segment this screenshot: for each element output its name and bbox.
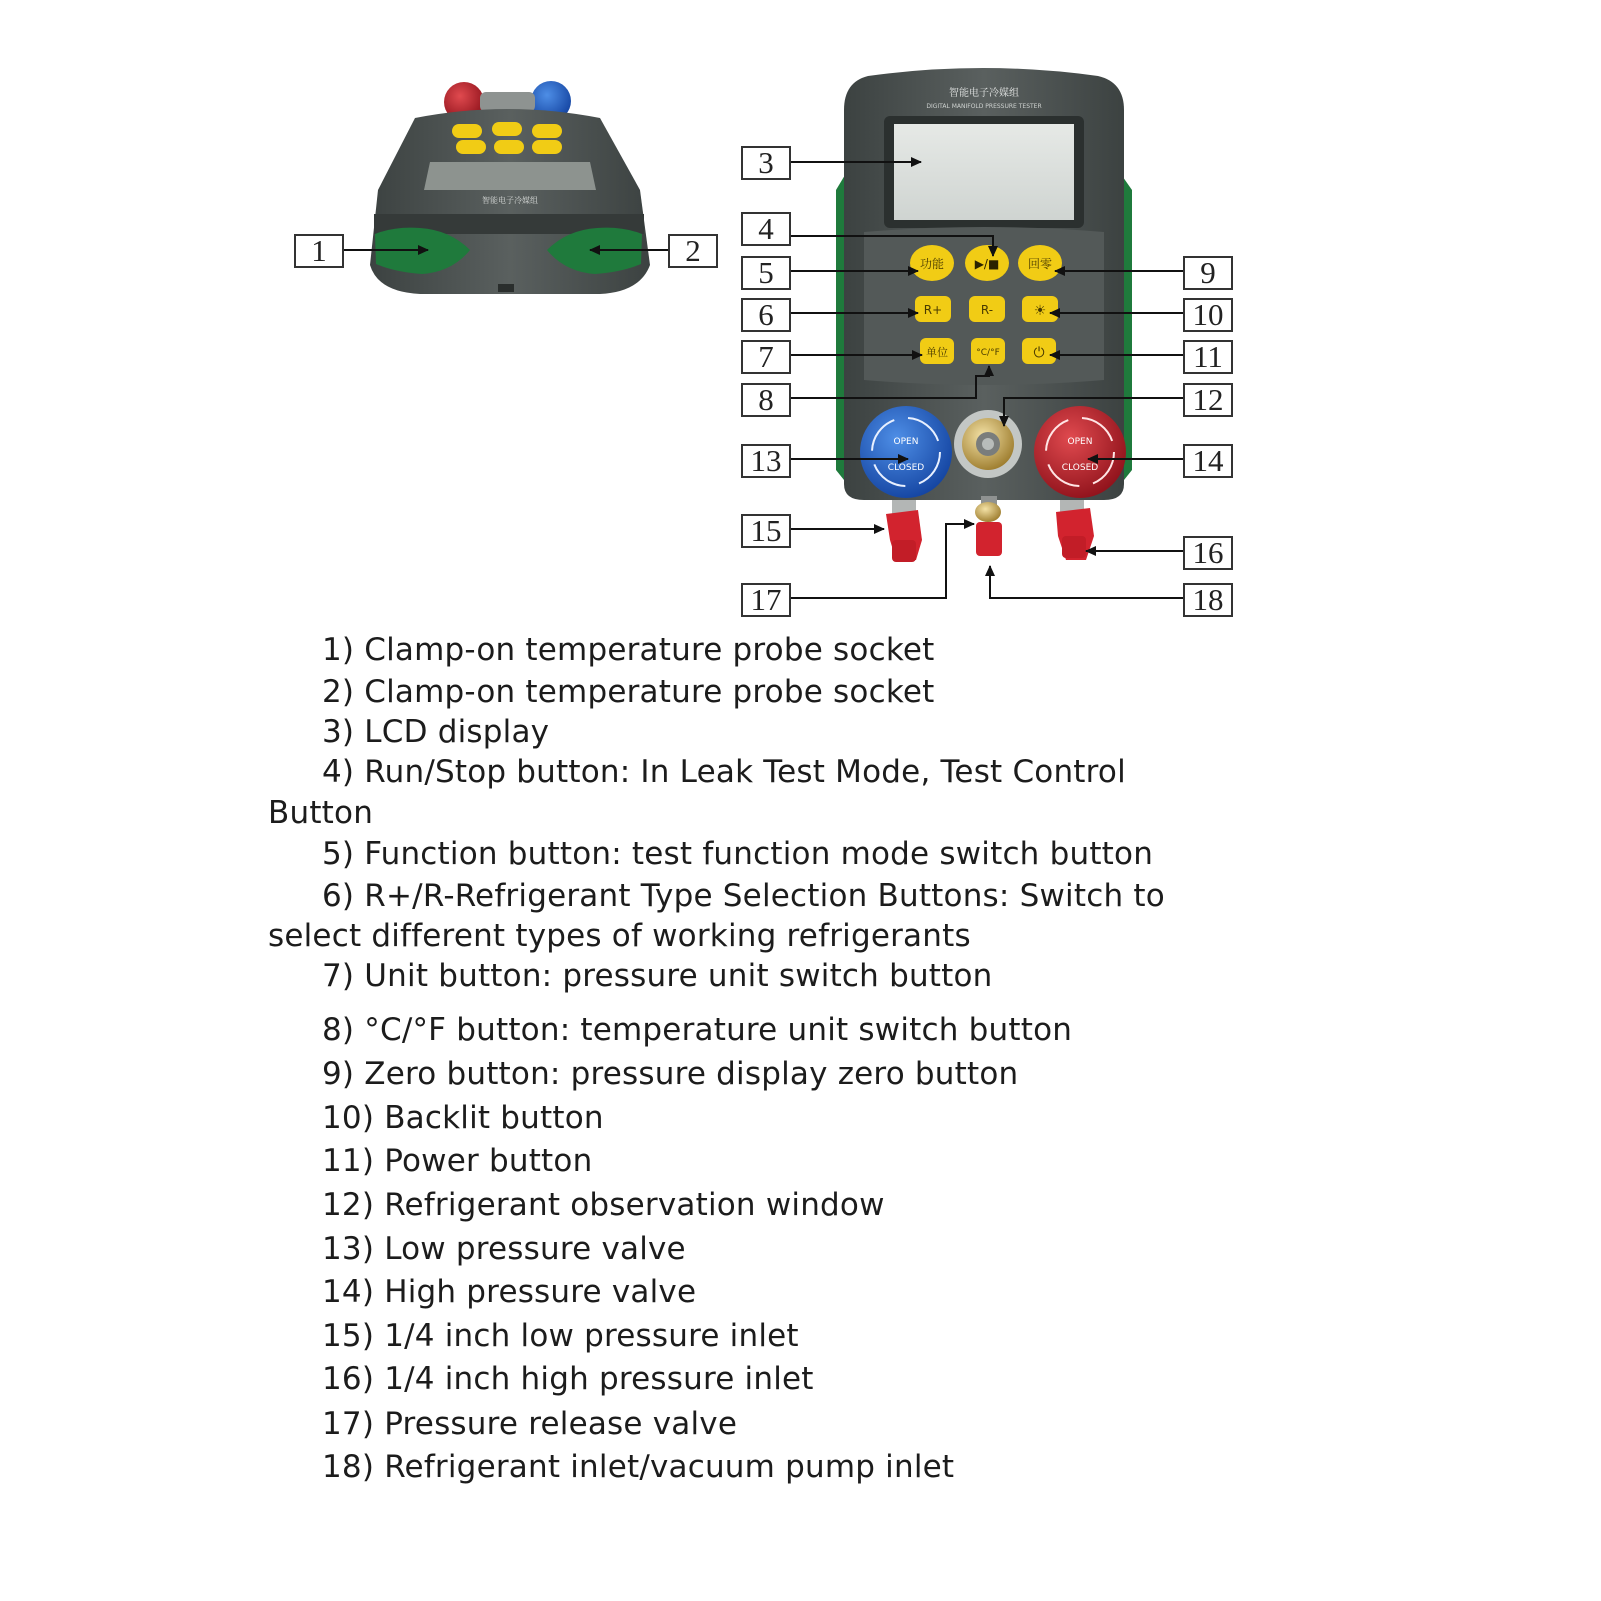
svg-text:回零: 回零 (1027, 257, 1053, 271)
legend-item-15: 15) 1/4 inch low pressure inlet (322, 1318, 799, 1354)
run-stop-button[interactable] (965, 245, 1009, 281)
function-button[interactable] (910, 245, 954, 281)
legend-item-7: 7) Unit button: pressure unit switch button (322, 958, 993, 994)
power-button[interactable] (1022, 338, 1056, 364)
legend-item-4: 4) Run/Stop button: In Leak Test Mode, Test Control (322, 754, 1126, 790)
front-header-en: DIGITAL MANIFOLD PRESSURE TESTER (926, 103, 1042, 110)
legend-item-6-cont: select different types of working refrigerants (268, 918, 971, 954)
front-view-device (836, 68, 1132, 562)
legend-item-14: 14) High pressure valve (322, 1274, 697, 1310)
svg-text:单位: 单位 (926, 346, 948, 359)
legend-item-18: 18) Refrigerant inlet/vacuum pump inlet (322, 1449, 955, 1485)
legend-item-4-cont: Button (268, 795, 374, 831)
low-pressure-valve[interactable] (860, 406, 952, 498)
high-pressure-valve[interactable] (1034, 406, 1126, 498)
callout-12: 12 (1183, 383, 1233, 417)
callout-14: 14 (1183, 444, 1233, 478)
callout-5: 5 (741, 256, 791, 290)
callout-4: 4 (741, 212, 791, 246)
callout-16: 16 (1183, 536, 1233, 570)
r-plus-button[interactable] (915, 296, 951, 322)
svg-text:CLOSED: CLOSED (887, 463, 925, 473)
callout-7: 7 (741, 340, 791, 374)
callout-17: 17 (741, 583, 791, 617)
zero-button[interactable] (1018, 245, 1062, 281)
legend-item-3: 3) LCD display (322, 714, 550, 750)
legend-item-13: 13) Low pressure valve (322, 1231, 686, 1267)
legend-item-10: 10) Backlit button (322, 1100, 604, 1136)
legend-item-2: 2) Clamp-on temperature probe socket (322, 674, 935, 710)
callout-6: 6 (741, 298, 791, 332)
svg-text:☀: ☀ (1033, 303, 1047, 319)
svg-text:OPEN: OPEN (893, 437, 919, 447)
callout-1: 1 (294, 234, 344, 268)
refrigerant-vacuum-inlet (976, 522, 1002, 556)
legend-item-11: 11) Power button (322, 1143, 593, 1179)
backlight-button[interactable] (1022, 296, 1058, 322)
svg-text:R+: R+ (923, 303, 943, 317)
callout-2: 2 (668, 234, 718, 268)
callout-3: 3 (741, 146, 791, 180)
svg-text:R-: R- (980, 303, 994, 317)
callout-11: 11 (1183, 340, 1233, 374)
diagram (0, 0, 1601, 640)
legend-item-8: 8) °C/°F button: temperature unit switch button (322, 1012, 1073, 1048)
keypad (910, 245, 1062, 364)
celsius-fahrenheit-button[interactable] (971, 338, 1005, 364)
lcd-display (894, 124, 1074, 220)
callout-8: 8 (741, 383, 791, 417)
svg-text:功能: 功能 (919, 257, 945, 271)
callout-18: 18 (1183, 583, 1233, 617)
svg-text:CLOSED: CLOSED (1061, 463, 1099, 473)
legend-item-17: 17) Pressure release valve (322, 1406, 738, 1442)
legend-item-9: 9) Zero button: pressure display zero button (322, 1056, 1019, 1092)
front-header-cn: 智能电子冷媒组 (949, 88, 1019, 99)
refrigerant-observation-window (954, 410, 1022, 478)
callout-10: 10 (1183, 298, 1233, 332)
legend-item-6: 6) R+/R-Refrigerant Type Selection Buttons: Switch to (322, 878, 1165, 914)
svg-text:▶/■: ▶/■ (974, 257, 1000, 271)
svg-text:OPEN: OPEN (1067, 437, 1093, 447)
device-illustration (0, 0, 1601, 640)
top-device-label: 智能电子冷媒组 (482, 196, 538, 205)
top-lcd (424, 162, 596, 190)
legend-item-12: 12) Refrigerant observation window (322, 1187, 885, 1223)
unit-button[interactable] (920, 338, 954, 364)
r-minus-button[interactable] (969, 296, 1005, 322)
low-pressure-inlet (886, 500, 922, 562)
legend-item-1: 1) Clamp-on temperature probe socket (322, 632, 935, 668)
svg-text:°C/°F: °C/°F (976, 348, 1000, 358)
legend-item-5: 5) Function button: test function mode switch button (322, 836, 1154, 872)
svg-text:⏻: ⏻ (1033, 345, 1045, 361)
top-view-device (370, 81, 650, 294)
legend-item-16: 16) 1/4 inch high pressure inlet (322, 1361, 814, 1397)
callout-9: 9 (1183, 256, 1233, 290)
callout-15: 15 (741, 514, 791, 548)
callout-13: 13 (741, 444, 791, 478)
